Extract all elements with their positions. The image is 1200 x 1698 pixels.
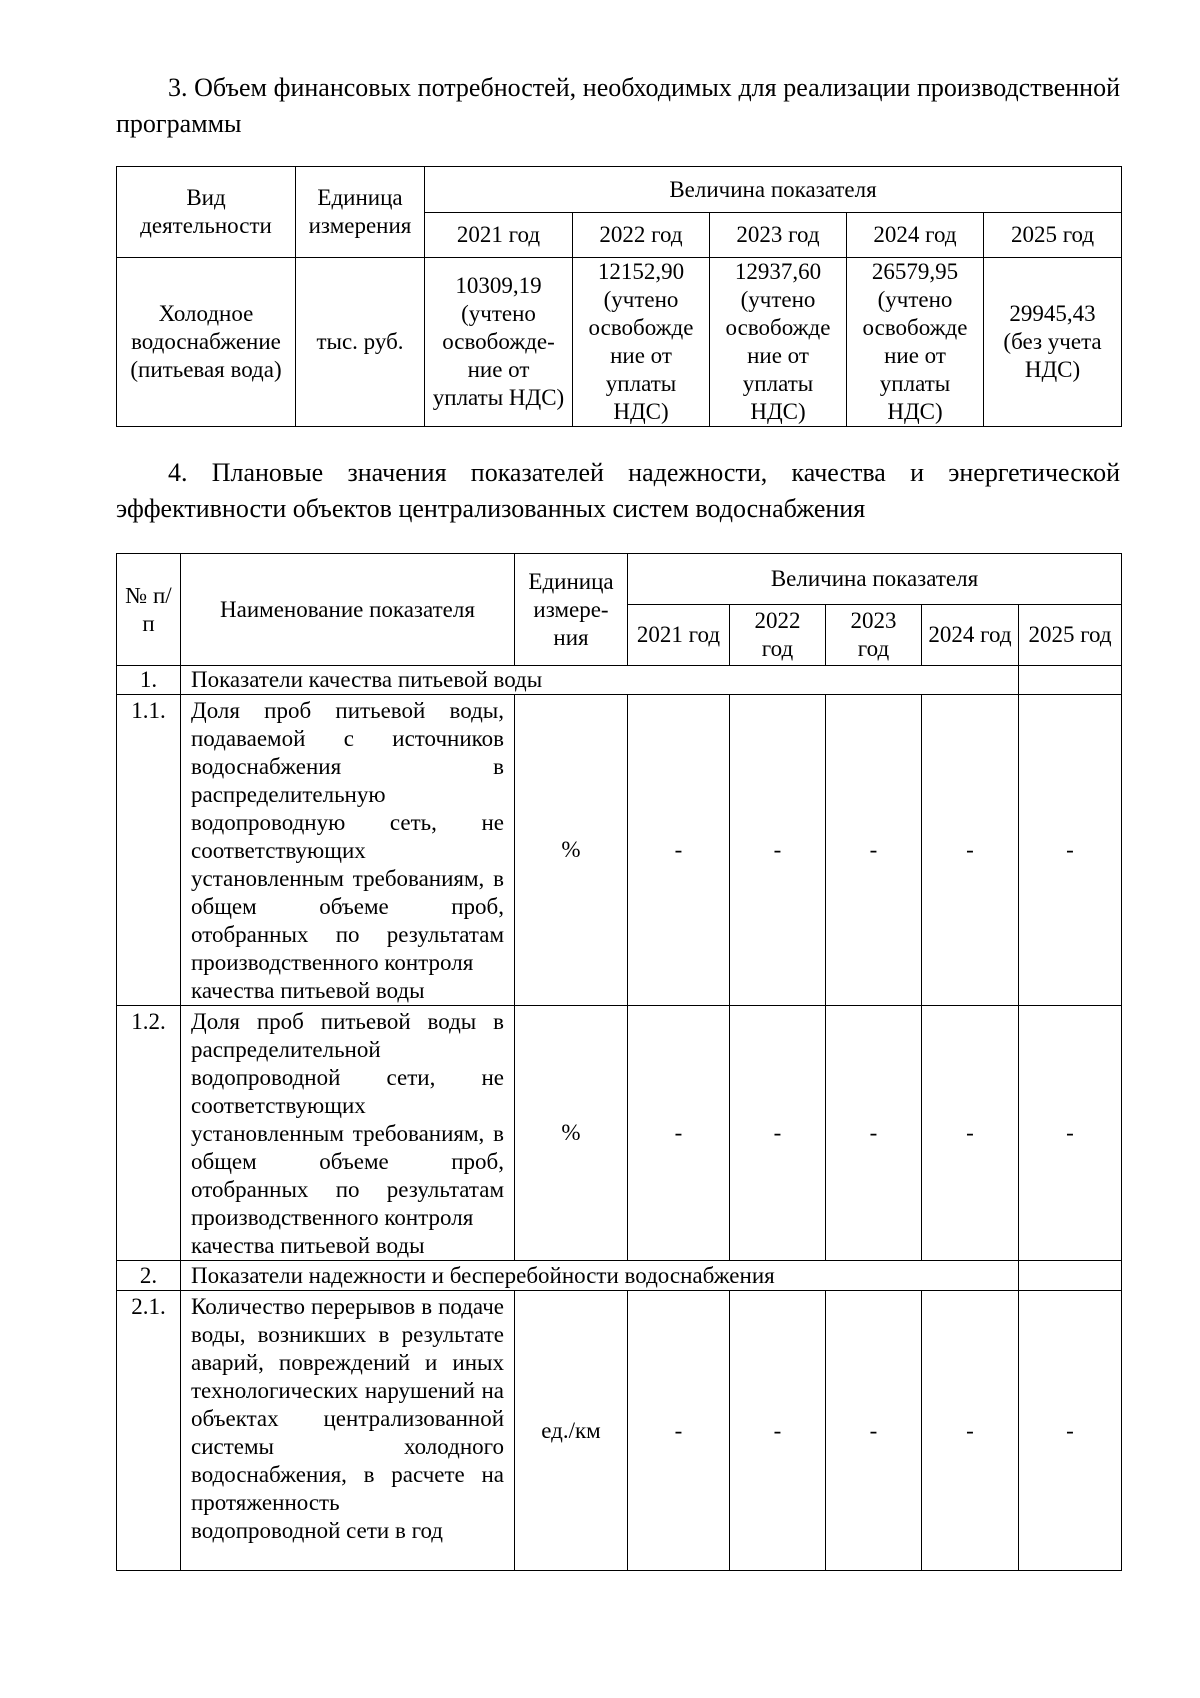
value-cell: - <box>628 695 730 1006</box>
year-header: 2023 год <box>710 213 847 258</box>
value-cell: - <box>730 695 826 1006</box>
unit-cell: ед./км <box>515 1291 628 1571</box>
indicators-table <box>116 553 1122 1571</box>
group-empty-cell <box>1019 1261 1122 1291</box>
indicator-name <box>181 1291 515 1571</box>
group-empty-cell <box>1019 666 1122 695</box>
indicator-name-end: качества питьевой воды <box>191 1233 425 1258</box>
group-title: Показатели надежности и бесперебойности водоснабжения <box>181 1261 1019 1291</box>
value-cell: - <box>730 1291 826 1571</box>
col-unit-header: Единица измерения <box>296 167 425 258</box>
col-value-header: Величина показателя <box>628 554 1122 605</box>
value-cell: 26579,95 (учтено освобожде ние от уплаты НДС) <box>847 258 984 427</box>
value-cell: - <box>1019 695 1122 1006</box>
section3-heading: 3. Объем финансовых потребностей, необходимых для реализации производственной программы <box>116 73 1120 138</box>
indicator-name-text: Доля проб питьевой воды в распределительной водопроводной сети, не соответствующих установленным требованиям, в общем объеме проб, отобранных по результатам производственного контроля <box>191 1009 504 1230</box>
year-header: 2021 год <box>628 605 730 666</box>
indicator-name <box>181 695 515 1006</box>
row-num: 2.1. <box>117 1291 181 1571</box>
group-title: Показатели качества питьевой воды <box>181 666 1019 695</box>
indicator-name-end: качества питьевой воды <box>191 978 425 1003</box>
year-header: 2022 год <box>573 213 710 258</box>
value-cell: - <box>826 695 922 1006</box>
value-cell: - <box>1019 1006 1122 1261</box>
year-header: 2022 год <box>730 605 826 666</box>
year-header: 2024 год <box>922 605 1019 666</box>
group-num: 1. <box>117 666 181 695</box>
value-cell: - <box>730 1006 826 1261</box>
year-header: 2024 год <box>847 213 984 258</box>
value-cell: 12937,60 (учтено освобожде ние от уплаты НДС) <box>710 258 847 427</box>
value-cell: 12152,90 (учтено освобожде ние от уплаты НДС) <box>573 258 710 427</box>
unit-cell: тыс. руб. <box>296 258 425 427</box>
value-cell: - <box>922 1006 1019 1261</box>
value-cell: 29945,43 (без учета НДС) <box>984 258 1122 427</box>
value-cell: - <box>628 1006 730 1261</box>
year-header: 2021 год <box>425 213 573 258</box>
indicator-name-end: водопроводной сети в год <box>191 1518 443 1543</box>
group-num: 2. <box>117 1261 181 1291</box>
unit-cell: % <box>515 695 628 1006</box>
value-cell: - <box>922 695 1019 1006</box>
col-value-header: Величина показателя <box>425 167 1122 213</box>
col-unit-header: Единица измере-ния <box>515 554 628 666</box>
row-num: 1.1. <box>117 695 181 1006</box>
value-cell: - <box>628 1291 730 1571</box>
value-cell: - <box>922 1291 1019 1571</box>
year-header: 2025 год <box>984 213 1122 258</box>
financial-needs-table <box>116 166 1122 427</box>
row-num: 1.2. <box>117 1006 181 1261</box>
col-activity-header: Вид деятельности <box>117 167 296 258</box>
value-cell: - <box>826 1291 922 1571</box>
value-cell: - <box>1019 1291 1122 1571</box>
col-name-header: Наименование показателя <box>181 554 515 666</box>
activity-cell: Холодное водоснабжение (питьевая вода) <box>117 258 296 427</box>
section4-heading: 4. Плановые значения показателей надежности, качества и энергетической эффективности объектов централизованных систем водоснабжения <box>116 458 1120 523</box>
indicator-name-text: Количество перерывов в подаче воды, возникших в результате аварий, повреждений и иных технологических нарушений на объектах централизованной системы холодного водоснабжения, в расчете на протяженность <box>191 1294 504 1515</box>
value-cell: - <box>826 1006 922 1261</box>
year-header: 2025 год <box>1019 605 1122 666</box>
year-header: 2023 год <box>826 605 922 666</box>
unit-cell: % <box>515 1006 628 1261</box>
value-cell: 10309,19 (учтено освобожде-ние от уплаты НДС) <box>425 258 573 427</box>
indicator-name-text: Доля проб питьевой воды, подаваемой с источников водоснабжения в распределительную водопроводную сеть, не соответствующих установленным требованиям, в общем объеме проб, отобранных по результатам производственного контроля <box>191 698 504 975</box>
indicator-name <box>181 1006 515 1261</box>
col-num-header: № п/п <box>117 554 181 666</box>
